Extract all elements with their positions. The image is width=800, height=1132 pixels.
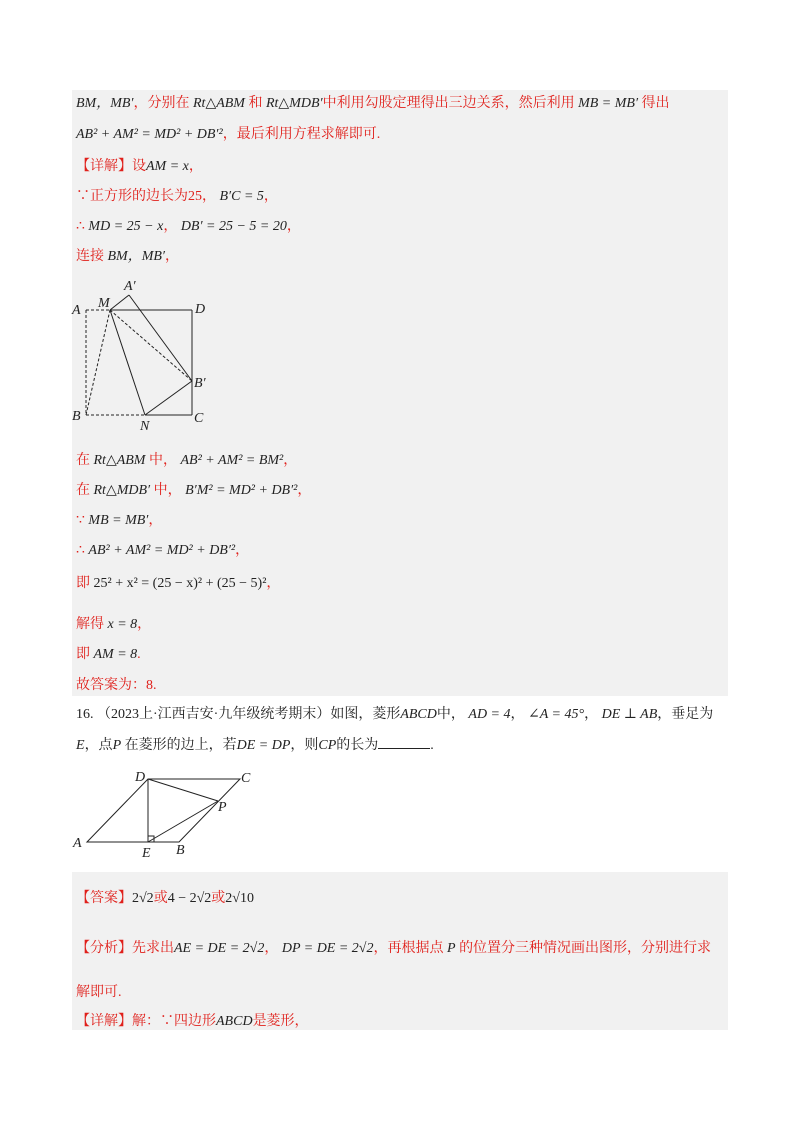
math-ae-de: AE = DE = 2√2 bbox=[174, 941, 265, 956]
therefore-symbol: ∴ bbox=[76, 219, 85, 234]
analysis-label: 【分析】先求出 bbox=[76, 941, 174, 956]
text: ， bbox=[286, 219, 301, 234]
text: 即 bbox=[76, 647, 90, 662]
text: 的长为 bbox=[336, 738, 379, 753]
question-number: 16. bbox=[76, 707, 94, 722]
text: ， bbox=[263, 189, 278, 204]
math-bm-mb: BM，MB′ bbox=[76, 96, 134, 111]
sol15-line-1 bbox=[76, 95, 670, 113]
sol15-line-3 bbox=[76, 158, 203, 176]
text: ， bbox=[266, 576, 281, 591]
sol15-line-4 bbox=[76, 188, 278, 206]
text: 或 bbox=[153, 891, 168, 906]
math-am-value: AM = 8 bbox=[93, 647, 138, 662]
math-mb-eq: MB = MB′ bbox=[578, 96, 639, 111]
label-d: D bbox=[195, 302, 206, 317]
text: ， bbox=[584, 707, 599, 722]
math-bm-mb: BM，MB′ bbox=[107, 249, 165, 264]
label-a: A bbox=[72, 303, 81, 318]
math-mb-eq: MB = MB′ bbox=[88, 513, 149, 528]
math-rt-abm: Rt△ABM bbox=[93, 453, 146, 468]
math-db: DB′ = 25 − 5 = 20 bbox=[180, 219, 287, 234]
q16-analysis-line-1 bbox=[76, 940, 711, 958]
text: ， bbox=[283, 453, 298, 468]
label-b: B bbox=[72, 409, 81, 424]
segment-ep bbox=[148, 801, 218, 842]
text: ，最后利用方程求解即可. bbox=[222, 127, 381, 142]
q16-line-1 bbox=[76, 706, 713, 724]
label-a: A bbox=[73, 836, 82, 851]
segment-mn bbox=[110, 310, 145, 415]
text: 是菱形， bbox=[252, 1014, 309, 1029]
text: 在菱形的边上，若 bbox=[124, 738, 237, 753]
label-d: D bbox=[135, 770, 146, 785]
text: ，分别在 bbox=[133, 96, 190, 111]
text: . bbox=[430, 738, 434, 753]
text: ∵正方形的边长为25， bbox=[76, 189, 216, 204]
text: ， bbox=[137, 617, 152, 632]
sol15-line-13 bbox=[76, 646, 141, 664]
text: 中， bbox=[148, 453, 177, 468]
sol15-line-9 bbox=[76, 512, 162, 530]
q16-answer-line bbox=[76, 890, 254, 908]
label-e: E bbox=[142, 846, 151, 861]
segment-b1n bbox=[145, 381, 192, 415]
math-answer-3: 2√10 bbox=[225, 891, 254, 906]
math-de-dp: DE = DP bbox=[236, 738, 291, 753]
math-x-value: x = 8 bbox=[107, 617, 138, 632]
final-answer: 故答案为：8. bbox=[76, 678, 157, 693]
square-fold-figure bbox=[60, 275, 230, 435]
math-abcd: ABCD bbox=[400, 707, 437, 722]
label-n: N bbox=[140, 419, 150, 434]
text: 得出 bbox=[641, 96, 670, 111]
math-answer-2: 4 − 2√2 bbox=[167, 891, 212, 906]
label-b: B bbox=[176, 843, 185, 858]
text: ，则 bbox=[290, 738, 319, 753]
sol15-line-6 bbox=[76, 248, 179, 266]
sol15-line-10 bbox=[76, 542, 249, 560]
text: ，再根据点 bbox=[373, 941, 444, 956]
text: ， bbox=[264, 941, 279, 956]
label-a-prime: A′ bbox=[124, 279, 136, 294]
math-rt-abm: Rt△ABM bbox=[193, 96, 245, 111]
text: 和 bbox=[248, 96, 263, 111]
label-c: C bbox=[241, 771, 251, 786]
text: 中， bbox=[153, 483, 182, 498]
text: ， bbox=[148, 513, 163, 528]
math-equation: AB² + AM² = MD² + DB′² bbox=[76, 127, 223, 142]
math-bc: B′C = 5 bbox=[219, 189, 264, 204]
sol15-line-8 bbox=[76, 482, 311, 500]
text: 解得 bbox=[76, 617, 104, 632]
math-equation: B′M² = MD² + DB′² bbox=[185, 483, 298, 498]
segment-dp bbox=[148, 779, 218, 801]
because-symbol: ∵ bbox=[76, 513, 85, 528]
label-m: M bbox=[98, 296, 110, 311]
text: 解即可. bbox=[76, 985, 122, 1000]
text: ， bbox=[165, 249, 179, 264]
q16-line-2 bbox=[76, 736, 434, 755]
q16-detail-line bbox=[76, 1013, 309, 1031]
text: ， bbox=[297, 483, 312, 498]
math-answer-1: 2√2 bbox=[132, 891, 154, 906]
text: 在 bbox=[76, 483, 90, 498]
text: ， bbox=[188, 159, 203, 174]
math-equation: AB² + AM² = MD² + DB′² bbox=[88, 543, 236, 558]
text: ， bbox=[510, 707, 525, 722]
math-e: E bbox=[76, 738, 85, 753]
text: . bbox=[137, 647, 141, 662]
math-dp-de: DP = DE = 2√2 bbox=[281, 941, 374, 956]
answer-label: 【答案】 bbox=[76, 891, 132, 906]
detail-label: 【详解】解：∵四边形 bbox=[76, 1014, 216, 1029]
text: 或 bbox=[211, 891, 226, 906]
detail-label: 【详解】设 bbox=[76, 159, 146, 174]
math-equation: AB² + AM² = BM² bbox=[180, 453, 284, 468]
math-equation: 25² + x² = (25 − x)² + (25 − 5)² bbox=[93, 576, 267, 591]
text: 中利用勾股定理得出三边关系，然后利用 bbox=[322, 96, 575, 111]
segment-bm-dashed bbox=[86, 310, 110, 415]
sol15-line-5 bbox=[76, 218, 301, 236]
sol15-line-2 bbox=[76, 126, 380, 144]
math-de-perp: DE ⊥ AB bbox=[601, 707, 658, 722]
math-cp: CP bbox=[318, 738, 337, 753]
segment-a1b1 bbox=[129, 295, 192, 381]
text: 在 bbox=[76, 453, 90, 468]
therefore-symbol: ∴ bbox=[76, 543, 85, 558]
text: 即 bbox=[76, 576, 90, 591]
text: 的位置分三种情况画出图形，分别进行求 bbox=[459, 941, 712, 956]
segment-ma1 bbox=[110, 295, 129, 310]
label-p: P bbox=[218, 800, 227, 815]
sol15-line-12 bbox=[76, 616, 151, 634]
answer-blank bbox=[378, 736, 430, 749]
sol15-line-11 bbox=[76, 575, 280, 593]
math-rt-mdb: Rt△MDB′ bbox=[93, 483, 151, 498]
sol15-line-7 bbox=[76, 452, 297, 470]
math-abcd: ABCD bbox=[216, 1014, 253, 1029]
math-md: MD = 25 − x bbox=[88, 219, 164, 234]
question-text: （2023上·江西吉安·九年级统考期末）如图，菱形 bbox=[97, 707, 401, 722]
math-rt-mdb: Rt△MDB′ bbox=[265, 96, 323, 111]
math-angle-a: ∠A = 45° bbox=[528, 707, 585, 722]
label-b-prime: B′ bbox=[194, 376, 206, 391]
text: 连接 bbox=[76, 249, 104, 264]
text: ， bbox=[235, 543, 250, 558]
math-am-x: AM = x bbox=[146, 159, 189, 174]
sol15-line-14 bbox=[76, 677, 157, 695]
label-c: C bbox=[194, 411, 204, 426]
q16-analysis-line-2 bbox=[76, 984, 122, 1002]
math-ad: AD = 4 bbox=[468, 707, 511, 722]
math-p: P bbox=[447, 941, 456, 956]
text: ， bbox=[163, 219, 178, 234]
text: ，垂足为 bbox=[657, 707, 714, 722]
text: ，点 bbox=[84, 738, 113, 753]
text: 中， bbox=[436, 707, 465, 722]
math-p: P bbox=[112, 738, 122, 753]
rhombus-figure bbox=[65, 765, 265, 865]
